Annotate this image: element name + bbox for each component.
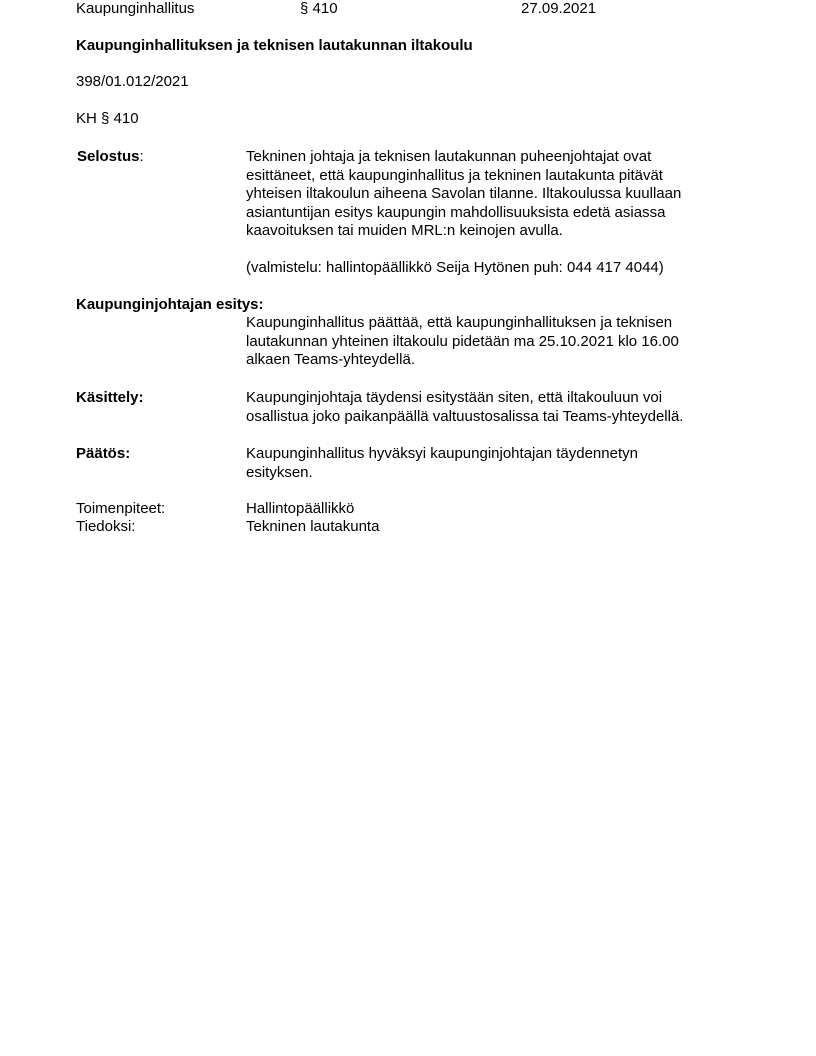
info-value: Tekninen lautakunta [246,518,380,535]
selostus-preparer: (valmistelu: hallintopäällikkö Seija Hytönen puh: 044 417 4044) [246,259,664,276]
header-body: Kaupunginhallitus [76,0,195,17]
proposal-line: alkaen Teams-yhteydellä. [246,351,415,368]
handling-label: Käsittely: [76,389,144,406]
selostus-text [246,148,736,241]
handling-text [246,389,736,426]
decision-text [246,445,736,482]
document-title: Kaupunginhallituksen ja teknisen lautakunnan iltakoulu [76,37,473,54]
proposal-line: lautakunnan yhteinen iltakoulu pidetään ma 25.10.2021 klo 16.00 [246,332,679,350]
selostus-label [77,148,144,166]
handling-line: Kaupunginjohtaja täydensi esitystään siten, että iltakouluun voi [246,389,663,406]
decision-line: esityksen. [246,463,313,481]
proposal-label: Kaupunginjohtajan esitys: [76,296,264,313]
proposal-line: Kaupunginhallitus päättää, että kaupunginhallituksen ja teknisen [246,314,673,331]
decision-line: Kaupunginhallitus hyväksyi kaupunginjohtajan täydennetyn [246,445,638,462]
decision-label: Päätös: [76,445,131,462]
selostus-line: kaavoituksen tai muiden MRL:n keinojen avulla. [246,222,563,239]
kh-section: KH § 410 [76,110,139,127]
header-date: 27.09.2021 [521,0,597,17]
selostus-label-bold: Selostus [77,148,140,165]
selostus-line: asiantuntijan esitys kaupungin mahdollisuuksista edetä asiassa [246,203,666,221]
handling-line: osallistua joko paikanpäällä valtuustosalissa tai Teams-yhteydellä. [246,407,684,425]
proposal-text [246,314,736,370]
selostus-label-colon: : [139,148,144,165]
header-section: § 410 [300,0,338,17]
diary-number: 398/01.012/2021 [76,73,189,90]
selostus-line: esittäneet, että kaupunginhallitus ja tekninen lautakunta pitävät [246,166,663,184]
selostus-line: yhteisen iltakoulun aiheena Savolan tilanne. Iltakoulussa kuullaan [246,185,682,202]
selostus-line: Tekninen johtaja ja teknisen lautakunnan puheenjohtajat ovat [246,148,652,165]
info-label: Tiedoksi: [76,518,136,535]
actions-label: Toimenpiteet: [76,500,166,517]
actions-value: Hallintopäällikkö [246,500,355,517]
